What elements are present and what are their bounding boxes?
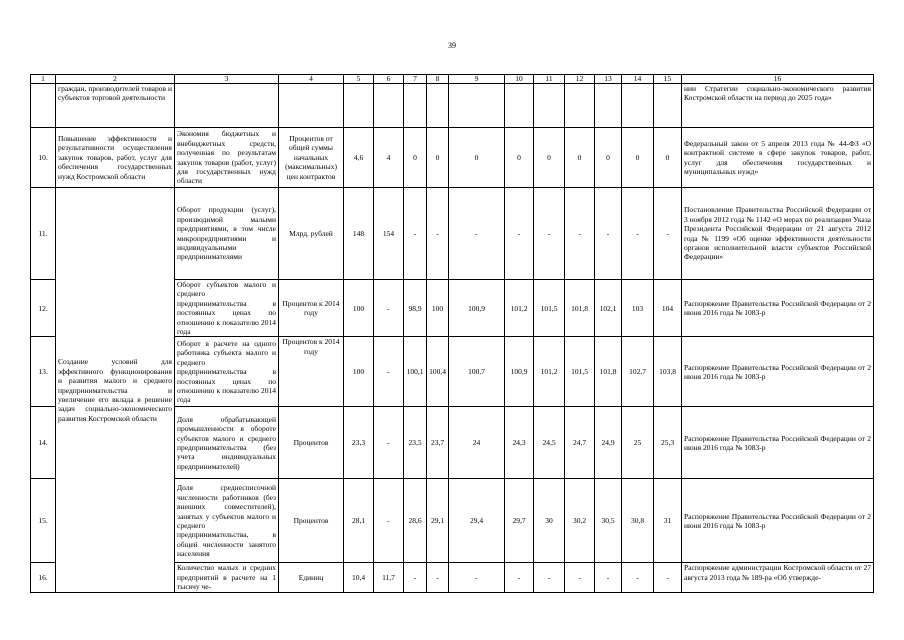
- table-row: [31, 188, 874, 280]
- indicator-cell: Оборот в расчете на одного работника субъекта малого и среднего предпринимательства в постоянных ценах по отношению к показателю 2014 года: [175, 337, 279, 407]
- basis-cell: Постановление Правительства Российской Федерации от 3 ноября 2012 года № 1142 «О мерах по реализации Указа Президента Российской Федерации от 21 августа 2012 года № 1199 «Об оценке эффективности деятельности органов исполнительной власти субъектов Российской Федерации»: [682, 188, 874, 280]
- value-cell: -: [654, 563, 682, 593]
- value-cell: 11,7: [374, 563, 404, 593]
- row-number: 10.: [31, 128, 56, 188]
- value-cell: 0: [622, 128, 654, 188]
- value-cell: 30,5: [595, 479, 622, 563]
- value-cell: [534, 84, 565, 128]
- value-cell: [654, 84, 682, 128]
- header-cell: 1: [31, 75, 56, 84]
- value-cell: 24,7: [565, 407, 595, 479]
- unit-cell: Процентов: [279, 479, 344, 563]
- indicator-cell: [175, 84, 279, 128]
- value-cell: 0: [404, 128, 427, 188]
- value-cell: 100: [427, 280, 449, 337]
- value-cell: 30: [534, 479, 565, 563]
- unit-cell: Единиц: [279, 563, 344, 593]
- value-cell: 100: [344, 337, 374, 407]
- value-cell: -: [427, 563, 449, 593]
- page-number: 39: [448, 41, 456, 50]
- value-cell: -: [654, 188, 682, 280]
- value-cell: 154: [374, 188, 404, 280]
- value-cell: 23,5: [404, 407, 427, 479]
- value-cell: 101,5: [534, 280, 565, 337]
- value-cell: 98,9: [404, 280, 427, 337]
- value-cell: 100,7: [449, 337, 505, 407]
- indicator-cell: Оборот продукции (услуг), производимой малыми предприятиями, в том числе микропредприятиями и индивидуальными предпринимателями: [175, 188, 279, 280]
- unit-cell: Процентов: [279, 407, 344, 479]
- value-cell: 28,6: [404, 479, 427, 563]
- value-cell: [449, 84, 505, 128]
- value-cell: 100,9: [449, 280, 505, 337]
- value-cell: 25,3: [654, 407, 682, 479]
- value-cell: -: [505, 563, 534, 593]
- table-row: [31, 128, 874, 188]
- value-cell: 24: [449, 407, 505, 479]
- value-cell: 4,6: [344, 128, 374, 188]
- value-cell: -: [565, 563, 595, 593]
- value-cell: 102,7: [622, 337, 654, 407]
- value-cell: -: [622, 563, 654, 593]
- value-cell: -: [449, 188, 505, 280]
- value-cell: 100,4: [427, 337, 449, 407]
- row-number: 13.: [31, 337, 56, 407]
- value-cell: -: [565, 188, 595, 280]
- row-number: 16.: [31, 563, 56, 593]
- value-cell: -: [595, 188, 622, 280]
- header-cell: 8: [427, 75, 449, 84]
- basis-cell: Распоряжение Правительства Российской Федерации от 2 июня 2016 года № 1083-р: [682, 407, 874, 479]
- value-cell: -: [374, 407, 404, 479]
- value-cell: 23,7: [427, 407, 449, 479]
- value-cell: 24,3: [505, 407, 534, 479]
- value-cell: 25: [622, 407, 654, 479]
- indicator-cell: Экономия бюджетных и внебюджетных средств, полученная по результатам закупок товаров (работ, услуг) для государственных нужд области: [175, 128, 279, 188]
- basis-cell: Распоряжение администрации Костромской области от 27 августа 2013 года № 189-ра «Об утвержде-: [682, 563, 874, 593]
- value-cell: [374, 84, 404, 128]
- unit-cell: Процентов к 2014 году: [279, 280, 344, 337]
- header-cell: 7: [404, 75, 427, 84]
- row-number: 11.: [31, 188, 56, 280]
- value-cell: 29,7: [505, 479, 534, 563]
- header-cell: 15: [654, 75, 682, 84]
- value-cell: 100,9: [505, 337, 534, 407]
- unit-cell: [279, 84, 344, 128]
- value-cell: 24,9: [595, 407, 622, 479]
- value-cell: -: [374, 479, 404, 563]
- value-cell: 4: [374, 128, 404, 188]
- value-cell: -: [404, 188, 427, 280]
- unit-cell: Процентов к 2014 году: [279, 337, 344, 407]
- indicator-cell: Оборот субъектов малого и среднего предпринимательства в постоянных ценах по отношению к показателю 2014 года: [175, 280, 279, 337]
- value-cell: 100,1: [404, 337, 427, 407]
- value-cell: 30,2: [565, 479, 595, 563]
- value-cell: [565, 84, 595, 128]
- indicator-cell: Доля обрабатывающей промышленности в обороте субъектов малого и среднего предпринимательства (без учета индивидуальных предпринимателей): [175, 407, 279, 479]
- header-cell: 3: [175, 75, 279, 84]
- header-cell: 10: [505, 75, 534, 84]
- row-number: 15.: [31, 479, 56, 563]
- header-cell: 12: [565, 75, 595, 84]
- value-cell: 148: [344, 188, 374, 280]
- value-cell: -: [449, 563, 505, 593]
- value-cell: 101,8: [565, 280, 595, 337]
- value-cell: [404, 84, 427, 128]
- value-cell: -: [404, 563, 427, 593]
- header-cell: 9: [449, 75, 505, 84]
- basis-cell: Распоряжение Правительства Российской Федерации от 2 июня 2016 года № 1083-р: [682, 337, 874, 407]
- basis-cell: Распоряжение Правительства Российской Федерации от 2 июня 2016 года № 1083-р: [682, 479, 874, 563]
- table-row: [31, 84, 874, 128]
- value-cell: -: [534, 188, 565, 280]
- header-cell: 4: [279, 75, 344, 84]
- header-cell: 14: [622, 75, 654, 84]
- value-cell: 0: [449, 128, 505, 188]
- value-cell: 0: [505, 128, 534, 188]
- unit-cell: Млрд. рублей: [279, 188, 344, 280]
- value-cell: -: [427, 188, 449, 280]
- value-cell: [622, 84, 654, 128]
- value-cell: 29,1: [427, 479, 449, 563]
- value-cell: [505, 84, 534, 128]
- value-cell: 24,5: [534, 407, 565, 479]
- value-cell: -: [534, 563, 565, 593]
- value-cell: 101,2: [534, 337, 565, 407]
- value-cell: -: [374, 280, 404, 337]
- value-cell: 31: [654, 479, 682, 563]
- value-cell: 30,8: [622, 479, 654, 563]
- value-cell: 101,8: [595, 337, 622, 407]
- value-cell: -: [595, 563, 622, 593]
- indicator-cell: Доля среднесписочной численности работников (без внешних совместителей), занятых у субъектов малого и среднего предпринимательства, в общей численности занятого населения: [175, 479, 279, 563]
- table-header-row: [31, 75, 874, 84]
- value-cell: -: [374, 337, 404, 407]
- unit-cell: Процентов от общей суммы начальных (максимальных) цен контрактов: [279, 128, 344, 188]
- value-cell: 0: [534, 128, 565, 188]
- value-cell: [595, 84, 622, 128]
- goal-cell: Повышение эффективности и результативности осуществления закупок товаров, работ, услуг для обеспечения государственных нужд Костромской области: [56, 128, 175, 188]
- row-number: 12.: [31, 280, 56, 337]
- indicator-cell: Количество малых и средних предприятий в расчете на 1 тысячу че-: [175, 563, 279, 593]
- value-cell: 100: [344, 280, 374, 337]
- value-cell: 0: [595, 128, 622, 188]
- value-cell: 28,1: [344, 479, 374, 563]
- value-cell: 102,1: [595, 280, 622, 337]
- value-cell: 0: [427, 128, 449, 188]
- value-cell: 0: [565, 128, 595, 188]
- value-cell: 29,4: [449, 479, 505, 563]
- value-cell: 103: [622, 280, 654, 337]
- row-number: 14.: [31, 407, 56, 479]
- basis-cell: нии Стратегии социально-экономического развития Костромской области на период до 2025 года»: [682, 84, 874, 128]
- value-cell: 103,8: [654, 337, 682, 407]
- basis-cell: Распоряжение Правительства Российской Федерации от 2 июня 2016 года № 1083-р: [682, 280, 874, 337]
- indicators-table: [30, 74, 874, 593]
- goal-cell: Создание условий для эффективного функционирования и развития малого и среднего предпринимательства и увеличение его вклада в решение задач социально-экономического развития Костромской области: [56, 188, 175, 593]
- value-cell: 101,2: [505, 280, 534, 337]
- header-cell: 11: [534, 75, 565, 84]
- header-cell: 5: [344, 75, 374, 84]
- value-cell: 101,5: [565, 337, 595, 407]
- header-cell: 16: [682, 75, 874, 84]
- value-cell: -: [505, 188, 534, 280]
- value-cell: 104: [654, 280, 682, 337]
- header-cell: 13: [595, 75, 622, 84]
- value-cell: -: [622, 188, 654, 280]
- value-cell: 0: [654, 128, 682, 188]
- value-cell: [427, 84, 449, 128]
- header-cell: 2: [56, 75, 175, 84]
- value-cell: 23,3: [344, 407, 374, 479]
- basis-cell: Федеральный закон от 5 апреля 2013 года № 44-ФЗ «О контрактной системе в сфере закупок товаров, работ, услуг для обеспечения государственных и муниципальных нужд»: [682, 128, 874, 188]
- goal-cell: граждан, производителей товаров и субъектов торговой деятельности: [56, 84, 175, 128]
- row-number: [31, 84, 56, 128]
- value-cell: [344, 84, 374, 128]
- header-cell: 6: [374, 75, 404, 84]
- value-cell: 10,4: [344, 563, 374, 593]
